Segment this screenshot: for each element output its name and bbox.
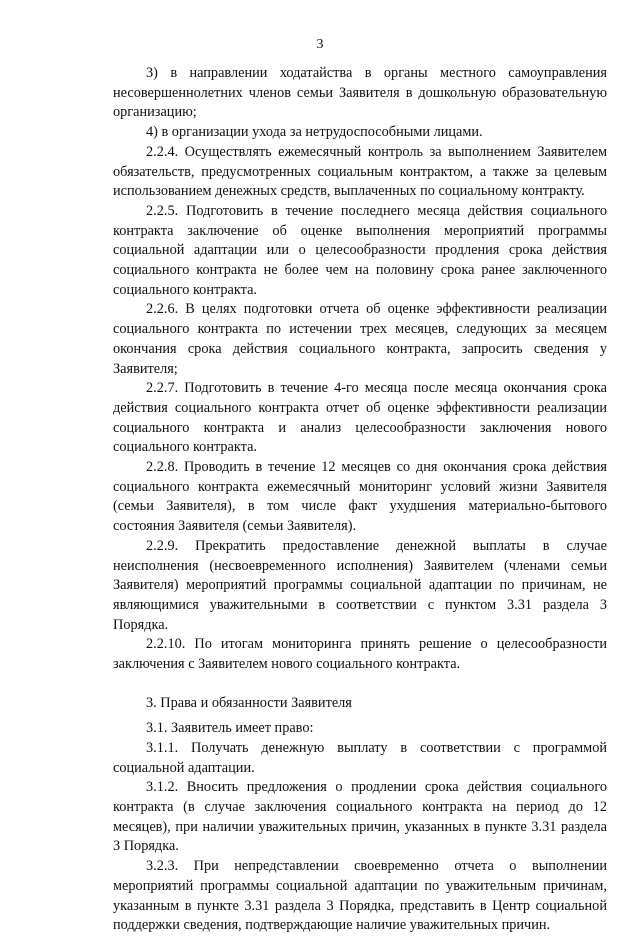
- paragraph-2-2-8: 2.2.8. Проводить в течение 12 месяцев со дня окончания срока действия социального контракта ежемесячный мониторинг условий жизни Заявителя (семьи Заявителя), в том числе факт ухудшения материально-бытового состояния Заявителя (семьи Заявителя).: [113, 459, 607, 535]
- paragraph-3-item-4: 4) в организации ухода за нетрудоспособными лицами.: [146, 124, 483, 141]
- paragraph-2-2-5: 2.2.5. Подготовить в течение последнего месяца действия социального контракта заключение об оценке выполнения мероприятий программы социальной адаптации или о целесообразности продления срока действия социального контракта не более чем на половину срока ранее заключенного социального контракта.: [113, 202, 607, 298]
- page-number: 3: [316, 37, 324, 52]
- paragraph-2-2-9: 2.2.9. Прекратить предоставление денежной выплаты в случае неисполнения (несвоевременного исполнения) Заявителем (членами семьи Заявителя) мероприятий программы социальной адаптации по причинам, не являющимися уважительными в соответствии с пунктом 3.31 раздела 3 Порядка.: [113, 537, 607, 633]
- paragraph-3-1: 3.1. Заявитель имеет право:: [146, 720, 314, 737]
- paragraph-3-2-3: 3.2.3. При непредставлении своевременно отчета о выполнении мероприятий программы социальной адаптации по уважительным причинам, указанным в пункте 3.31 раздела 3 Порядка, представить в Центр социальной поддержки сведения, подтверждающие наличие уважительных причин.: [113, 858, 607, 934]
- paragraph-3-1-2: 3.1.2. Вносить предложения о продлении срока действия социального контракта (в случае заключения социального контракта на период до 12 месяцев), при наличии уважительных причин, указанных в пункте 3.31 раздела 3 Порядка.: [113, 779, 607, 855]
- paragraph-2-2-10: 2.2.10. По итогам мониторинга принять решение о целесообразности заключения с Заявителем нового социального контракта.: [113, 636, 607, 673]
- section-heading: 3. Права и обязанности Заявителя: [146, 695, 352, 712]
- paragraph-2-2-6: 2.2.6. В целях подготовки отчета об оценке эффективности реализации социального контракта по истечении трех месяцев, следующих за месяцем окончания срока действия социального контракта, запросить сведения у Заявителя;: [113, 301, 607, 377]
- document-body: [113, 64, 607, 936]
- paragraph-3-1-1: 3.1.1. Получать денежную выплату в соответствии с программой социальной адаптации.: [113, 739, 607, 776]
- paragraph-2-2-7: 2.2.7. Подготовить в течение 4-го месяца после месяца окончания срока действия социального контракта отчет об оценке эффективности реализации социального контракта и анализ целесообразности заключения нового социального контракта.: [113, 380, 607, 456]
- paragraph-3-item-3: 3) в направлении ходатайства в органы местного самоуправления несовершеннолетних членов семьи Заявителя в дошкольную образовательную организацию;: [113, 65, 607, 121]
- paragraph-2-2-4: 2.2.4. Осуществлять ежемесячный контроль за выполнением Заявителем обязательств, предусмотренных социальным контрактом, а также за целевым использованием денежных средств, выплаченных по социальному контракту.: [113, 143, 607, 200]
